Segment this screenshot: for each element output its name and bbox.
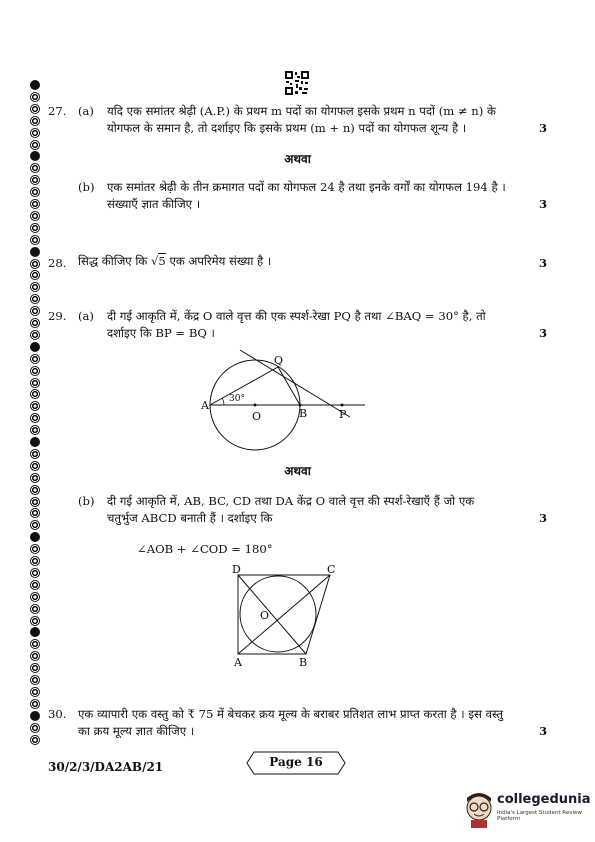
margin-ring bbox=[30, 116, 40, 126]
question-text bbox=[107, 179, 527, 213]
margin-ring bbox=[30, 270, 40, 280]
margin-ring bbox=[30, 330, 40, 340]
marks: 3 bbox=[539, 197, 548, 211]
margin-ring bbox=[30, 485, 40, 495]
text-line: का क्रय मूल्य ज्ञात कीजिए । bbox=[78, 724, 195, 738]
margin-ring bbox=[30, 389, 40, 399]
margin-ring bbox=[30, 318, 40, 328]
margin-ring bbox=[30, 199, 40, 209]
margin-ring bbox=[30, 378, 40, 388]
margin-ring bbox=[30, 544, 40, 554]
paper-code: 30/2/3/DA2AB/21 bbox=[48, 760, 164, 774]
point-label: O bbox=[260, 609, 270, 622]
text-line: चतुर्भुज ABCD बनाती हैं । दर्शाइए कि bbox=[107, 511, 273, 525]
margin-ring bbox=[30, 259, 40, 269]
tangent-figure bbox=[200, 345, 380, 455]
text-line: योगफल के समान है, तो दर्शाइए कि इसके प्रथम (m + n) पदों का योगफल शून्य है । bbox=[107, 121, 467, 135]
mascot-icon bbox=[463, 788, 495, 828]
marks: 3 bbox=[539, 326, 548, 340]
text-line: एक समांतर श्रेढ़ी के तीन क्रमागत पदों का योगफल 24 है तथा इनके वर्गों का योगफल 194 है । bbox=[107, 180, 506, 194]
margin-ring bbox=[30, 211, 40, 221]
margin-ring bbox=[30, 354, 40, 364]
margin-ring bbox=[30, 651, 40, 661]
question-number: 27. bbox=[48, 104, 67, 118]
margin-ring bbox=[30, 128, 40, 138]
or-heading: अथवा bbox=[284, 464, 311, 478]
page-number-badge bbox=[246, 751, 346, 775]
margin-ring bbox=[30, 366, 40, 376]
brand-tagline: India's Largest Student Review Platform bbox=[497, 810, 582, 822]
margin-ring bbox=[30, 508, 40, 518]
margin-ring bbox=[30, 687, 40, 697]
point-label: Q bbox=[274, 354, 284, 367]
marks: 3 bbox=[539, 724, 548, 738]
question-number: 30. bbox=[48, 707, 67, 721]
margin-ring bbox=[30, 616, 40, 626]
margin-ring bbox=[30, 342, 40, 352]
margin-ring bbox=[30, 592, 40, 602]
margin-ring bbox=[30, 663, 40, 673]
margin-ring bbox=[30, 497, 40, 507]
sub-label: (a) bbox=[78, 104, 94, 118]
question-text bbox=[107, 493, 527, 527]
text-line: यदि एक समांतर श्रेढ़ी (A.P.) के प्रथम m पदों का योगफल इसके प्रथम n पदों (m ≠ n) के bbox=[107, 104, 496, 118]
question-text bbox=[78, 706, 528, 740]
text-line: दी गई आकृति में, AB, BC, CD तथा DA केंद्र O वाले वृत्त की स्पर्श-रेखाएँ हैं जो एक bbox=[107, 494, 475, 508]
margin-ring bbox=[30, 294, 40, 304]
margin-ring bbox=[30, 187, 40, 197]
margin-ring bbox=[30, 175, 40, 185]
margin-ring bbox=[30, 580, 40, 590]
margin-ring bbox=[30, 235, 40, 245]
point-label: P bbox=[339, 408, 347, 421]
margin-ring bbox=[30, 639, 40, 649]
equation: ∠AOB + ∠COD = 180° bbox=[137, 542, 273, 556]
text-line: एक व्यापारी एक वस्तु को ₹ 75 में बेचकर क्रय मूल्य के बराबर प्रतिशत लाभ प्राप्त करता है । इस वस्तु bbox=[78, 707, 504, 721]
margin-ring bbox=[30, 627, 40, 637]
quadrilateral-figure bbox=[226, 570, 346, 660]
margin-ring bbox=[30, 92, 40, 102]
question-text bbox=[78, 253, 518, 270]
margin-ring bbox=[30, 675, 40, 685]
margin-ring bbox=[30, 80, 40, 90]
sub-label: (b) bbox=[78, 494, 95, 508]
point-label: B bbox=[299, 656, 308, 669]
margin-ring bbox=[30, 140, 40, 150]
margin-ring bbox=[30, 532, 40, 542]
point-label: B bbox=[299, 407, 308, 420]
margin-ring bbox=[30, 711, 40, 721]
sub-label: (b) bbox=[78, 180, 95, 194]
margin-ring bbox=[30, 520, 40, 530]
margin-ring bbox=[30, 247, 40, 257]
marks: 3 bbox=[539, 256, 548, 270]
brand-name: collegedunia bbox=[497, 792, 591, 807]
point-label: A bbox=[234, 656, 242, 669]
text-line: दी गई आकृति में, केंद्र O वाले वृत्त की एक स्पर्श-रेखा PQ है तथा ∠BAQ = 30° है, तो bbox=[107, 309, 486, 323]
question-number: 28. bbox=[48, 256, 67, 270]
text-line: संख्याएँ ज्ञात कीजिए । bbox=[107, 197, 201, 211]
margin-ring bbox=[30, 413, 40, 423]
point-label: A bbox=[201, 399, 209, 412]
marks: 3 bbox=[539, 511, 548, 525]
margin-ring bbox=[30, 568, 40, 578]
point-label: C bbox=[327, 563, 336, 576]
sqrt-symbol: √ bbox=[151, 254, 159, 268]
margin-ring bbox=[30, 604, 40, 614]
qr-code-icon bbox=[284, 70, 310, 96]
margin-ring bbox=[30, 223, 40, 233]
question-text bbox=[107, 308, 527, 342]
collegedunia-logo bbox=[463, 788, 591, 832]
margin-ring bbox=[30, 425, 40, 435]
margin-ring bbox=[30, 735, 40, 745]
or-heading: अथवा bbox=[284, 152, 311, 166]
text-segment: सिद्ध कीजिए कि bbox=[78, 254, 151, 268]
angle-label: 30° bbox=[229, 394, 245, 404]
margin-ring bbox=[30, 699, 40, 709]
margin-ring bbox=[30, 449, 40, 459]
question-text bbox=[107, 103, 527, 137]
text-segment: एक अपरिमेय संख्या है । bbox=[165, 254, 272, 268]
margin-ring bbox=[30, 104, 40, 114]
marks: 3 bbox=[539, 121, 548, 135]
question-number: 29. bbox=[48, 309, 67, 323]
page-number: Page 16 bbox=[269, 755, 323, 769]
radicand: 5 bbox=[158, 254, 166, 268]
margin-ring bbox=[30, 723, 40, 733]
margin-ring bbox=[30, 437, 40, 447]
margin-ring bbox=[30, 401, 40, 411]
point-label: O bbox=[252, 410, 262, 423]
margin-ring bbox=[30, 306, 40, 316]
margin-ring bbox=[30, 282, 40, 292]
point-label: D bbox=[232, 563, 241, 576]
margin-ring bbox=[30, 556, 40, 566]
text-line: दर्शाइए कि BP = BQ । bbox=[107, 326, 215, 340]
sub-label: (a) bbox=[78, 309, 94, 323]
